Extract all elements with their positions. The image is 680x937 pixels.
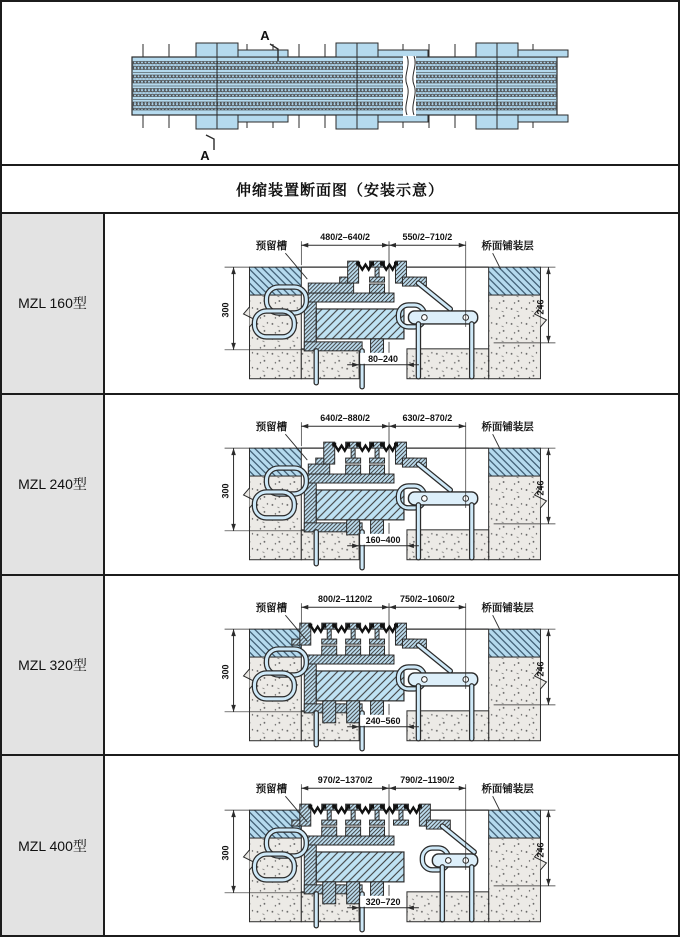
- left-span-dimension: 640/2–880/2: [320, 413, 371, 424]
- right-depth-dimension: 246: [535, 842, 546, 858]
- groove-label: 预留槽: [255, 603, 288, 615]
- left-pavement-layer: [249, 268, 301, 296]
- seal-strip: [133, 62, 556, 70]
- section-mark-a-bottom: A: [200, 148, 210, 163]
- right-pavement-layer: [489, 448, 541, 476]
- left-depth-dimension: 300: [220, 845, 231, 861]
- seal-strip: [133, 75, 556, 83]
- cross-section-drawing-mzl160: [105, 215, 678, 391]
- gap-dimension: 240–560: [365, 715, 401, 726]
- model-label: MZL 320型: [18, 656, 87, 673]
- groove-label: 预留槽: [255, 783, 288, 795]
- center-beam: [316, 309, 404, 339]
- plan-view-section: [2, 2, 678, 166]
- right-span-dimension: 550/2–710/2: [402, 232, 453, 243]
- left-depth-dimension: 300: [220, 302, 231, 318]
- right-anchor-concrete: [407, 891, 489, 921]
- left-depth-dimension: 300: [220, 664, 231, 680]
- left-span-dimension: 970/2–1370/2: [317, 774, 373, 785]
- rail-and-seal-group: [292, 804, 438, 826]
- model-row-mzl400: [2, 756, 678, 935]
- model-label: MZL 400型: [18, 837, 87, 854]
- rail-and-seal-group: [292, 623, 415, 645]
- right-span-dimension: 630/2–870/2: [402, 413, 453, 424]
- plan-view-drawing: [2, 2, 678, 164]
- left-depth-dimension: 300: [220, 483, 231, 499]
- model-label-cell: [2, 214, 105, 393]
- right-concrete-block: [489, 838, 541, 922]
- gap-dimension: 320–720: [365, 896, 401, 907]
- rail-and-seal-group: [316, 442, 415, 464]
- pavement-label: 桥面铺装层: [481, 422, 534, 434]
- rubber-seal: [407, 807, 419, 812]
- section-title: 伸缩装置断面图（安装示意）: [235, 181, 444, 199]
- center-beam: [316, 852, 404, 882]
- right-depth-dimension: 246: [535, 299, 546, 315]
- displacement-box: [304, 283, 404, 351]
- groove-label: 预留槽: [255, 241, 288, 253]
- right-pavement-layer: [489, 629, 541, 657]
- right-pavement-layer: [489, 268, 541, 296]
- pavement-label: 桥面铺装层: [481, 241, 534, 253]
- right-depth-dimension: 246: [535, 661, 546, 677]
- right-concrete-block: [489, 295, 541, 379]
- groove-label: 预留槽: [255, 422, 288, 434]
- drawing-cell: [105, 214, 678, 393]
- left-span-dimension: 800/2–1120/2: [318, 594, 373, 605]
- left-span-dimension: 480/2–640/2: [320, 232, 371, 243]
- model-label: MZL 160型: [18, 295, 87, 312]
- drawing-cell: [105, 756, 678, 935]
- right-concrete-block: [489, 657, 541, 741]
- right-depth-dimension: 246: [535, 480, 546, 496]
- model-label-cell: [2, 395, 105, 574]
- seal-strip: [133, 102, 556, 110]
- cross-section-drawing-mzl400: [105, 758, 678, 934]
- model-row-mzl160: [2, 214, 678, 395]
- drawing-cell: [105, 576, 678, 755]
- model-row-mzl320: [2, 576, 678, 757]
- pavement-label: 桥面铺装层: [481, 603, 534, 615]
- right-span-dimension: 790/2–1190/2: [400, 774, 455, 785]
- drawing-cell: [105, 395, 678, 574]
- gap-dimension: 160–400: [365, 534, 401, 545]
- right-concrete-block: [489, 476, 541, 560]
- left-pavement-layer: [249, 448, 301, 476]
- right-pavement-layer: [489, 810, 541, 838]
- model-label: MZL 240型: [18, 476, 87, 493]
- cross-section-drawing-mzl320: [105, 577, 678, 753]
- center-beam: [316, 671, 404, 701]
- center-beam: [316, 490, 404, 520]
- pavement-label: 桥面铺装层: [481, 783, 534, 795]
- gap-dimension: 80–240: [368, 354, 398, 365]
- left-anchor-concrete: [301, 349, 359, 379]
- model-row-mzl240: [2, 395, 678, 576]
- right-span-dimension: 750/2–1060/2: [399, 594, 455, 605]
- model-label-cell: [2, 576, 105, 755]
- section-mark-a-top: A: [260, 28, 270, 43]
- cross-section-drawing-mzl240: [105, 396, 678, 572]
- seal-strip: [133, 89, 556, 97]
- section-title-row: [2, 166, 678, 214]
- model-label-cell: [2, 756, 105, 935]
